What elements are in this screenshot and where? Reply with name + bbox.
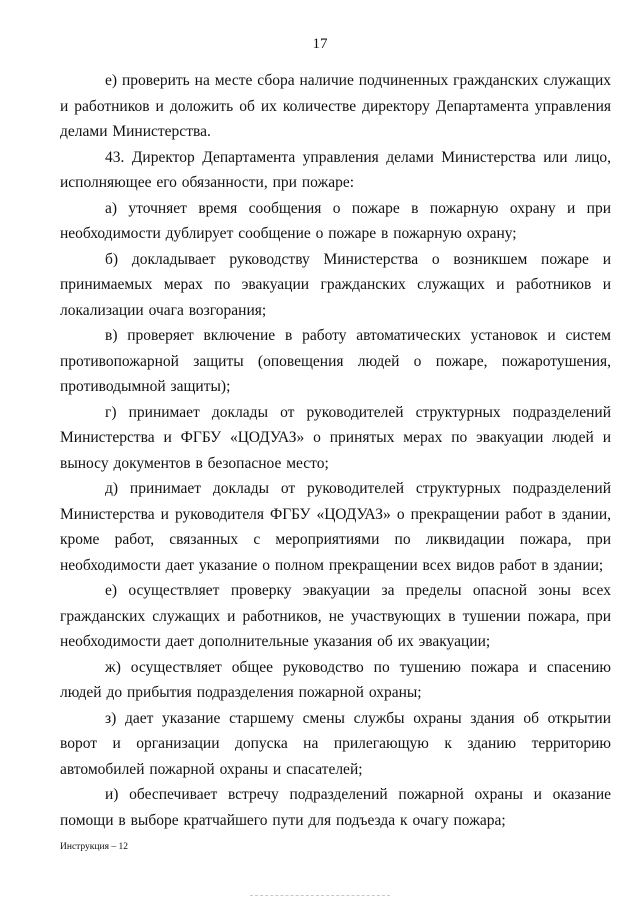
- footer-instruction-label: Инструкция – 12: [60, 842, 128, 852]
- page-number: 17: [312, 36, 328, 52]
- paragraph-a-report-time: а) уточняет время сообщения о пожаре в пожарную охрану и при необходимости дублирует сообщение о пожаре в пожарную охрану;: [60, 199, 611, 242]
- paragraph-zh-general-management: ж) осуществляет общее руководство по тушению пожара и спасению людей до прибытия подразделения пожарной охраны;: [60, 658, 611, 701]
- scan-edge-line: [250, 895, 390, 897]
- paragraph-e-evacuation-check: е) осуществляет проверку эвакуации за пределы опасной зоны всех гражданских служащих и работников, не участвующих в тушении пожара, при необходимости дает дополнительные указания об их эвакуации;: [60, 582, 611, 650]
- paragraph-d-stop-work: д) принимает доклады от руководителей структурных подразделений Министерства и руководителя ФГБУ «ЦОДУАЗ» о прекращении работ в здании, кроме работ, связанных с мероприятиями по ликвидации пожара, при необходимости дает указание о полном прекращении всех видов работ в здании;: [60, 480, 611, 574]
- paragraph-b-report-leadership: б) докладывает руководству Министерства о возникшем пожаре и принимаемых мерах по эвакуации гражданских служащих и работников и локализации очага возгорания;: [60, 250, 611, 319]
- document-body: [60, 68, 611, 833]
- paragraph-e-assembly-check: е) проверить на месте сбора наличие подчиненных гражданских служащих и работников и доложить об их количестве директору Департамента управления делами Министерства.: [60, 72, 611, 140]
- paragraph-v-check-systems: в) проверяет включение в работу автоматических установок и систем противопожарной защиты (оповещения людей о пожаре, пожаротушения, противодымной защиты);: [60, 327, 611, 395]
- paragraph-43-director-duties: 43. Директор Департамента управления делами Министерства или лицо, исполняющее его обязанности, при пожаре:: [60, 148, 611, 191]
- paragraph-g-receive-reports: г) принимает доклады от руководителей структурных подразделений Министерства и ФГБУ «ЦОДУАЗ» о принятых мерах по эвакуации людей и выносу документов в безопасное место;: [60, 403, 611, 472]
- paragraph-i-meet-fire-units: и) обеспечивает встречу подразделений пожарной охраны и оказание помощи в выборе кратчайшего пути для подъезда к очагу пожара;: [60, 786, 611, 829]
- paragraph-z-open-gates: з) дает указание старшему смены службы охраны здания об открытии ворот и организации допуска на прилегающую к зданию территорию автомобилей пожарной охраны и спасателей;: [60, 709, 611, 778]
